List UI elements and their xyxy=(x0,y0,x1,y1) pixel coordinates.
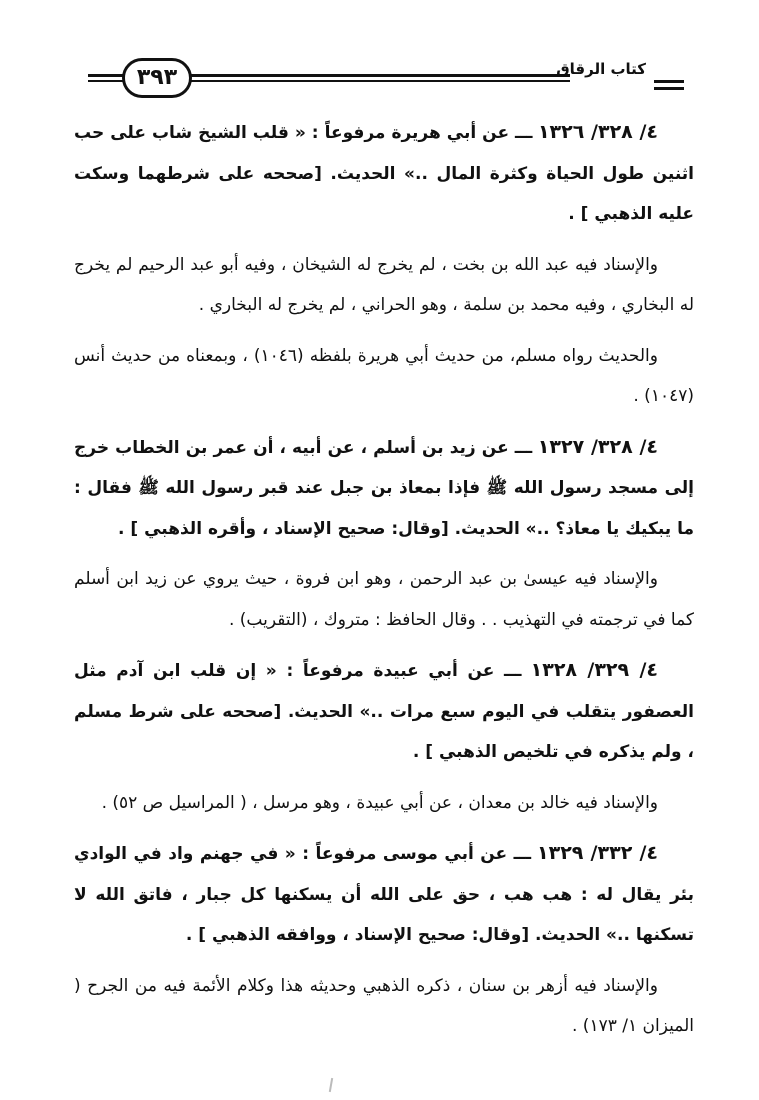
entry-paragraph xyxy=(74,833,694,956)
entry-number: ٤/ ٣٢٨/ ١٣٢٧ xyxy=(537,435,659,458)
running-title: كتاب الرقاق xyxy=(556,60,646,78)
note-paragraph: والحديث رواه مسلم، من حديث أبي هريرة بلفظه (١٠٤٦) ، وبمعناه من حديث أنس (١٠٤٧) . xyxy=(74,345,694,406)
entry-paragraph xyxy=(74,650,694,773)
page-content xyxy=(74,112,694,1057)
entry-number: ٤/ ٣٢٨/ ١٣٢٦ xyxy=(537,121,658,143)
note-paragraph: والإسناد فيه عيسىٰ بن عبد الرحمن ، وهو ابن فروة ، حيث يروي عن زيد ابن أسلم كما في ترجمته في التهذيب . . وقال الحافظ : متروك ، (التقريب) . xyxy=(74,569,694,630)
page-number: ٣٩٣ xyxy=(122,58,192,98)
note-paragraph: والإسناد فيه أزهر بن سنان ، ذكره الذهبي وحديثه هذا وكلام الأئمة فيه من الجرح ( الميزان ١/ ١٧٣) . xyxy=(74,975,694,1036)
entry-text: ـــ عن أبي هريرة مرفوعاً : « قلب الشيخ شاب على حب اثنين طول الحياة وكثرة المال ..» الحديث. [صححه على شرطهما وسكت عليه الذهبي ] . xyxy=(74,123,694,224)
entry-number: ٤/ ٣٢٩/ ١٣٢٨ xyxy=(530,659,659,681)
note-paragraph: والإسناد فيه خالد بن معدان ، عن أبي عبيدة ، وهو مرسل ، ( المراسيل ص ٥٢) . xyxy=(101,792,658,813)
entry-text: ـــ عن أبي عبيدة مرفوعاً : « إن قلب ابن آدم مثل العصفور يتقلب في اليوم سبع مرات ..» الحديث. [صححه على شرط مسلم ، ولم يذكره في تلخيص الذهبي ] . xyxy=(74,661,694,762)
header-tick xyxy=(654,87,684,90)
entry-paragraph xyxy=(74,427,694,550)
entry-paragraph xyxy=(74,112,694,235)
header-tick xyxy=(654,80,684,83)
scan-artifact xyxy=(329,1078,333,1092)
page-header xyxy=(70,52,690,102)
entry-text: ـــ عن أبي موسى مرفوعاً : « في جهنم واد في الوادي بئر يقال له : هب هب ، حق على الله أن يسكنها كل جبار ، فاتق الله لا تسكنها ..» الحديث. [وقال: صحيح الإسناد ، ووافقه الذهبي ] . xyxy=(74,844,694,945)
note-paragraph: والإسناد فيه عبد الله بن بخت ، لم يخرج له الشيخان ، وفيه أبو عبد الرحيم لم يخرج له البخاري ، وفيه محمد بن سلمة ، وهو الحراني ، لم يخرج له البخاري . xyxy=(74,254,694,315)
header-rule xyxy=(188,74,570,77)
entry-text: ـــ عن زيد بن أسلم ، عن أبيه ، أن عمر بن الخطاب خرج إلى مسجد رسول الله ﷺ فإذا بمعاذ بن جبل عند قبر رسول الله ﷺ فقال : ما يبكيك يا معاذ؟ ..» الحديث. [وقال: صحيح الإسناد ، وأقره الذهبي ] . xyxy=(74,437,694,539)
header-rule xyxy=(188,80,570,82)
entry-number: ٤/ ٣٣٢/ ١٣٢٩ xyxy=(537,842,658,864)
